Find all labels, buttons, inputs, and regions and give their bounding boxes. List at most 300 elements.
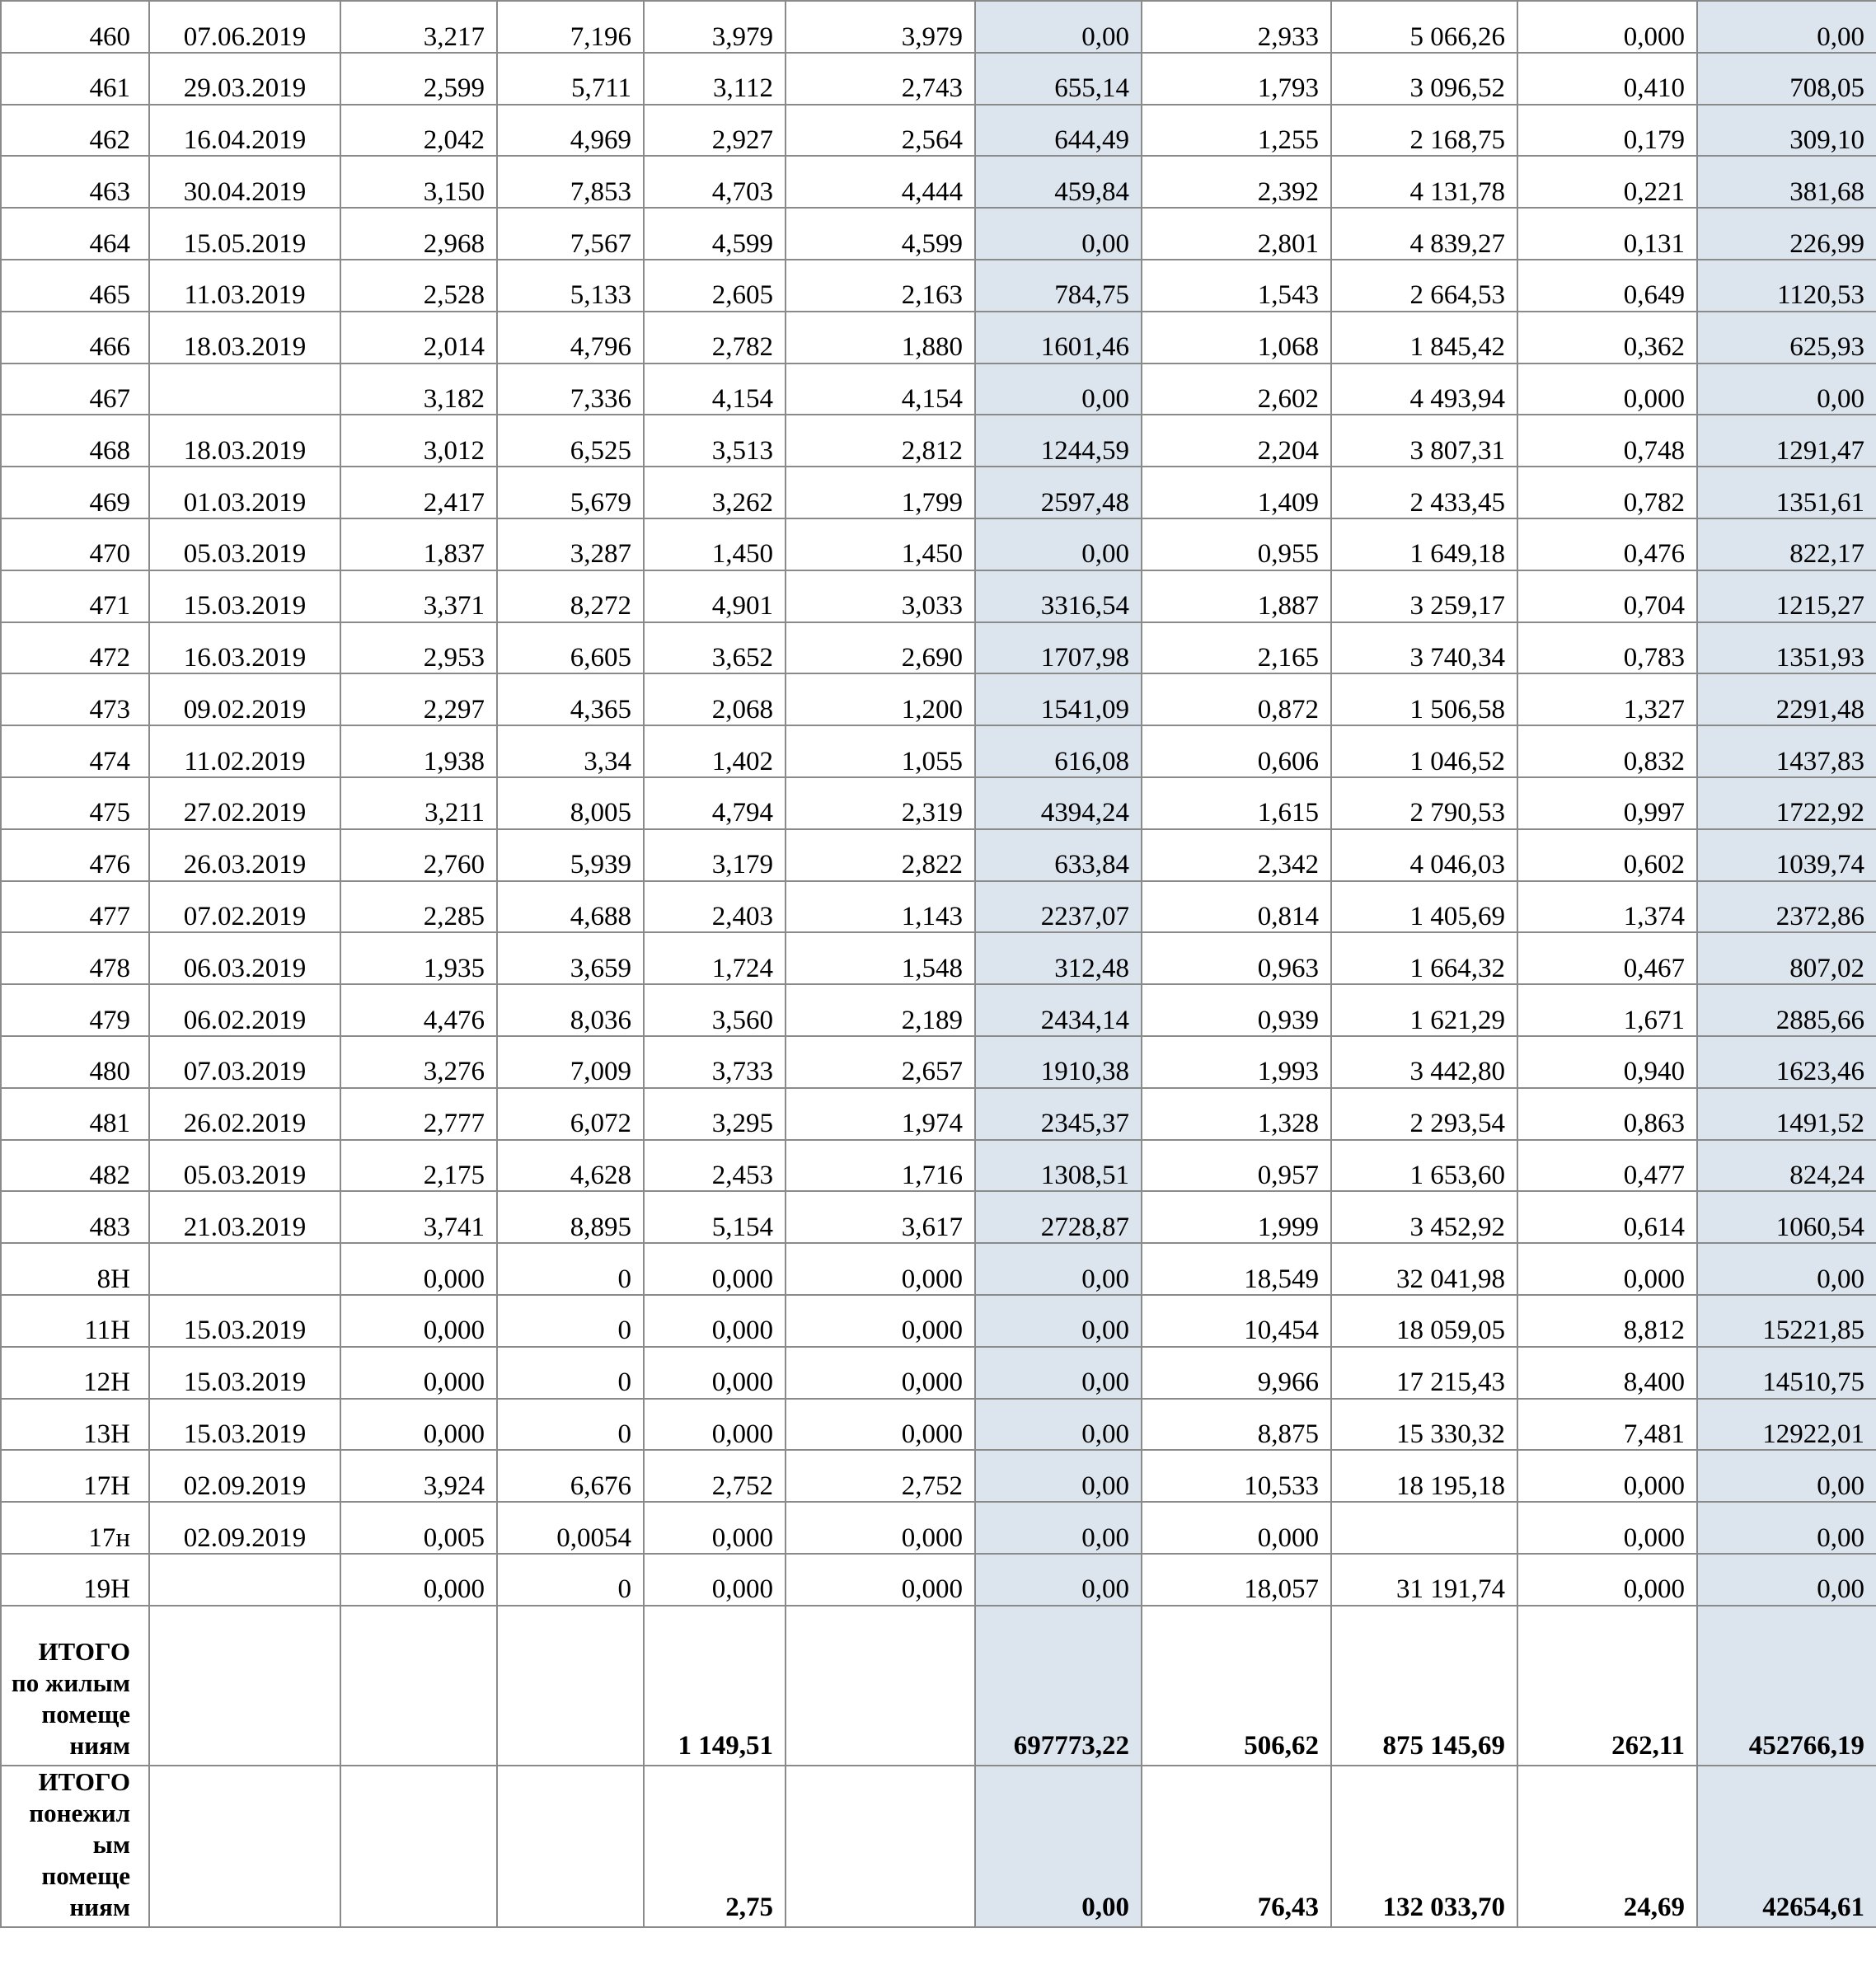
table-cell: 2,760 [340, 829, 497, 881]
table-cell: 18 195,18 [1331, 1450, 1517, 1502]
table-cell: 6,676 [497, 1450, 644, 1502]
table-cell: 1,543 [1142, 260, 1331, 312]
table-cell: 12922,01 [1697, 1399, 1876, 1451]
table-cell: 0,0054 [497, 1502, 644, 1554]
table-cell: 2,297 [340, 673, 497, 725]
table-cell: 0,000 [786, 1243, 975, 1295]
table-cell: 3,513 [644, 415, 786, 467]
table-cell: 312,48 [975, 932, 1142, 984]
table-cell: 5,711 [497, 53, 644, 105]
table-cell: 15.03.2019 [149, 570, 340, 622]
table-cell: 5,679 [497, 467, 644, 518]
table-cell: 01.03.2019 [149, 467, 340, 518]
table-cell: 3,295 [644, 1088, 786, 1140]
table-row [1, 622, 1876, 674]
table-cell: 7,009 [497, 1036, 644, 1088]
total-cell: 132 033,70 [1331, 1766, 1517, 1927]
table-cell: 0,131 [1517, 208, 1697, 260]
table-cell: 2,165 [1142, 622, 1331, 674]
table-cell: 6,605 [497, 622, 644, 674]
table-cell: 4,476 [340, 984, 497, 1036]
table-cell: 1,255 [1142, 105, 1331, 157]
table-cell: 8,400 [1517, 1347, 1697, 1399]
table-cell: 0,000 [786, 1347, 975, 1399]
table-row [1, 984, 1876, 1036]
table-cell: 2,453 [644, 1140, 786, 1192]
table-row [1, 1191, 1876, 1243]
table-cell: 15.03.2019 [149, 1295, 340, 1347]
total-cell: 262,11 [1517, 1606, 1697, 1766]
table-cell: 30.04.2019 [149, 156, 340, 208]
table-cell: 0,602 [1517, 829, 1697, 881]
table-cell: 0,00 [975, 208, 1142, 260]
table-cell: 02.09.2019 [149, 1502, 340, 1554]
table-cell: 1,974 [786, 1088, 975, 1140]
table-cell: 0,000 [340, 1295, 497, 1347]
table-cell: 0,000 [1517, 1450, 1697, 1502]
table-cell: 4,154 [644, 364, 786, 415]
table-cell: 1,615 [1142, 777, 1331, 829]
table-cell: 7,196 [497, 1, 644, 53]
table-cell: 1244,59 [975, 415, 1142, 467]
table-cell: 5 066,26 [1331, 1, 1517, 53]
table-cell: 0,957 [1142, 1140, 1331, 1192]
table-cell: 0,00 [1697, 364, 1876, 415]
table-cell: 1,450 [786, 518, 975, 570]
table-row [1, 1554, 1876, 1606]
table-cell: 7,853 [497, 156, 644, 208]
table-cell: 807,02 [1697, 932, 1876, 984]
table-cell: 1 664,32 [1331, 932, 1517, 984]
table-cell: 1,450 [644, 518, 786, 570]
table-cell: 1,200 [786, 673, 975, 725]
table-cell: 1,993 [1142, 1036, 1331, 1088]
table-cell: 16.03.2019 [149, 622, 340, 674]
table-cell: 3,34 [497, 725, 644, 777]
table-cell: 3,652 [644, 622, 786, 674]
table-cell: 2,189 [786, 984, 975, 1036]
table-cell: 3,276 [340, 1036, 497, 1088]
table-row [1, 881, 1876, 933]
table-cell: 8,036 [497, 984, 644, 1036]
table-cell: 3,287 [497, 518, 644, 570]
table-row [1, 932, 1876, 984]
table-cell: 5,133 [497, 260, 644, 312]
table-cell: 2,342 [1142, 829, 1331, 881]
table-cell: 0,476 [1517, 518, 1697, 570]
table-cell: 3 259,17 [1331, 570, 1517, 622]
table-cell: 0 [497, 1399, 644, 1451]
table-cell: 0,000 [340, 1347, 497, 1399]
table-cell: 2,204 [1142, 415, 1331, 467]
table-row [1, 1295, 1876, 1347]
table-cell: 18.03.2019 [149, 312, 340, 364]
table-cell: 3,560 [644, 984, 786, 1036]
table-cell: 2,042 [340, 105, 497, 157]
table-cell: 466 [1, 312, 149, 364]
table-cell: 07.06.2019 [149, 1, 340, 53]
table-cell: 8,272 [497, 570, 644, 622]
table-cell: 12Н [1, 1347, 149, 1399]
table-cell: 1291,47 [1697, 415, 1876, 467]
table-cell: 1,716 [786, 1140, 975, 1192]
total-cell [786, 1766, 975, 1927]
table-cell: 1,374 [1517, 881, 1697, 933]
table-cell: 465 [1, 260, 149, 312]
table-cell: 0,863 [1517, 1088, 1697, 1140]
table-cell: 0 [497, 1243, 644, 1295]
table-cell: 0,00 [975, 364, 1142, 415]
total-row [1, 1766, 1876, 1927]
table-cell: 4,599 [786, 208, 975, 260]
table-row [1, 1036, 1876, 1088]
table-cell: 2885,66 [1697, 984, 1876, 1036]
table-cell: 2,782 [644, 312, 786, 364]
table-cell: 2 790,53 [1331, 777, 1517, 829]
table-cell: 2,953 [340, 622, 497, 674]
table-row [1, 467, 1876, 518]
table-cell: 8,005 [497, 777, 644, 829]
table-cell: 27.02.2019 [149, 777, 340, 829]
table-cell: 2,392 [1142, 156, 1331, 208]
table-cell: 0,221 [1517, 156, 1697, 208]
table-cell: 2,417 [340, 467, 497, 518]
table-cell: 13Н [1, 1399, 149, 1451]
table-cell: 1,799 [786, 467, 975, 518]
table-cell: 0,005 [340, 1502, 497, 1554]
table-cell: 633,84 [975, 829, 1142, 881]
table-cell: 4,444 [786, 156, 975, 208]
table-cell: 02.09.2019 [149, 1450, 340, 1502]
table-cell: 2291,48 [1697, 673, 1876, 725]
table-cell: 2,657 [786, 1036, 975, 1088]
table-cell: 0,467 [1517, 932, 1697, 984]
table-cell: 2,014 [340, 312, 497, 364]
table-cell: 9,966 [1142, 1347, 1331, 1399]
table-cell: 3,979 [644, 1, 786, 53]
table-cell: 17 215,43 [1331, 1347, 1517, 1399]
table-cell: 824,24 [1697, 1140, 1876, 1192]
table-cell: 4 493,94 [1331, 364, 1517, 415]
table-cell: 2,319 [786, 777, 975, 829]
table-cell: 0,649 [1517, 260, 1697, 312]
table-row [1, 1140, 1876, 1192]
total-cell [149, 1606, 340, 1766]
total-cell [340, 1766, 497, 1927]
table-cell: 8,812 [1517, 1295, 1697, 1347]
table-cell: 1215,27 [1697, 570, 1876, 622]
table-cell: 3 807,31 [1331, 415, 1517, 467]
table-cell: 0,00 [975, 1295, 1142, 1347]
table-cell: 2,175 [340, 1140, 497, 1192]
table-cell: 0,832 [1517, 725, 1697, 777]
table-cell: 4,628 [497, 1140, 644, 1192]
table-cell: 10,454 [1142, 1295, 1331, 1347]
table-cell: 479 [1, 984, 149, 1036]
table-cell: 3,371 [340, 570, 497, 622]
table-cell: 4,154 [786, 364, 975, 415]
table-cell: 0,000 [786, 1295, 975, 1347]
table-cell: 1,793 [1142, 53, 1331, 105]
table-cell: 0,00 [975, 1554, 1142, 1606]
table-cell: 460 [1, 1, 149, 53]
table-cell: 464 [1, 208, 149, 260]
table-cell: 3,733 [644, 1036, 786, 1088]
table-cell: 1,402 [644, 725, 786, 777]
table-cell: 482 [1, 1140, 149, 1192]
table-cell: 4,599 [644, 208, 786, 260]
table-cell: 29.03.2019 [149, 53, 340, 105]
table-cell: 0,00 [975, 1, 1142, 53]
table-cell: 0 [497, 1295, 644, 1347]
table-cell: 2,403 [644, 881, 786, 933]
table-cell: 2,927 [644, 105, 786, 157]
table-cell: 6,525 [497, 415, 644, 467]
table-cell: 459,84 [975, 156, 1142, 208]
table-cell: 7,481 [1517, 1399, 1697, 1451]
total-cell: 0,00 [975, 1766, 1142, 1927]
table-cell [149, 364, 340, 415]
table-row [1, 829, 1876, 881]
table-cell [1331, 1502, 1517, 1554]
table-cell: 2372,86 [1697, 881, 1876, 933]
table-cell: 7,567 [497, 208, 644, 260]
table-cell: 2,690 [786, 622, 975, 674]
table-cell: 2,605 [644, 260, 786, 312]
table-cell: 0,179 [1517, 105, 1697, 157]
table-row [1, 105, 1876, 157]
table-cell: 0,000 [340, 1243, 497, 1295]
table-cell: 1351,61 [1697, 467, 1876, 518]
table-cell: 2,528 [340, 260, 497, 312]
table-cell: 470 [1, 518, 149, 570]
table-cell: 2,599 [340, 53, 497, 105]
table-cell: 31 191,74 [1331, 1554, 1517, 1606]
table-cell [149, 1554, 340, 1606]
table-cell: 1351,93 [1697, 622, 1876, 674]
table-cell: 06.02.2019 [149, 984, 340, 1036]
table-cell: 26.03.2019 [149, 829, 340, 881]
table-cell: 8,875 [1142, 1399, 1331, 1451]
table-cell: 05.03.2019 [149, 518, 340, 570]
table-cell: 06.03.2019 [149, 932, 340, 984]
total-cell [786, 1606, 975, 1766]
table-cell: 1060,54 [1697, 1191, 1876, 1243]
table-cell: 3,150 [340, 156, 497, 208]
table-cell: 0,000 [340, 1554, 497, 1606]
table-cell: 15 330,32 [1331, 1399, 1517, 1451]
table-cell: 4,901 [644, 570, 786, 622]
table-cell: 0,000 [644, 1243, 786, 1295]
table-cell: 4,969 [497, 105, 644, 157]
table-row [1, 1502, 1876, 1554]
table-cell: 0,362 [1517, 312, 1697, 364]
table-cell: 1,938 [340, 725, 497, 777]
total-cell: 2,75 [644, 1766, 786, 1927]
table-cell: 0,940 [1517, 1036, 1697, 1088]
table-cell: 309,10 [1697, 105, 1876, 157]
total-cell: 452766,19 [1697, 1606, 1876, 1766]
table-row [1, 364, 1876, 415]
table-cell: 05.03.2019 [149, 1140, 340, 1192]
table-cell: 655,14 [975, 53, 1142, 105]
table-cell: 708,05 [1697, 53, 1876, 105]
table-cell: 3 442,80 [1331, 1036, 1517, 1088]
table-cell: 1 621,29 [1331, 984, 1517, 1036]
table-row [1, 208, 1876, 260]
table-cell: 5,939 [497, 829, 644, 881]
table-cell: 3,112 [644, 53, 786, 105]
total-label: ИТОГО по жилым помеще ниям [1, 1606, 149, 1766]
table-cell: 11.03.2019 [149, 260, 340, 312]
table-cell: 8,895 [497, 1191, 644, 1243]
table-cell: 3,262 [644, 467, 786, 518]
table-row [1, 570, 1876, 622]
table-cell: 4394,24 [975, 777, 1142, 829]
table-cell: 0,748 [1517, 415, 1697, 467]
table-cell: 18.03.2019 [149, 415, 340, 467]
table-cell: 1,887 [1142, 570, 1331, 622]
table-cell: 0,00 [1697, 1554, 1876, 1606]
table-cell: 0,00 [1697, 1, 1876, 53]
table-cell: 26.02.2019 [149, 1088, 340, 1140]
table-cell: 15.03.2019 [149, 1347, 340, 1399]
table-cell: 21.03.2019 [149, 1191, 340, 1243]
table-row [1, 1243, 1876, 1295]
total-cell: 1 149,51 [644, 1606, 786, 1766]
table-cell: 477 [1, 881, 149, 933]
table-cell: 381,68 [1697, 156, 1876, 208]
table-cell: 3,924 [340, 1450, 497, 1502]
table-cell: 461 [1, 53, 149, 105]
table-cell: 1 506,58 [1331, 673, 1517, 725]
table-cell: 1,327 [1517, 673, 1697, 725]
table-cell: 7,336 [497, 364, 644, 415]
table-row [1, 673, 1876, 725]
table-cell: 3 452,92 [1331, 1191, 1517, 1243]
table-cell: 0,000 [644, 1295, 786, 1347]
table-cell: 1623,46 [1697, 1036, 1876, 1088]
table-cell: 0,000 [644, 1399, 786, 1451]
table-cell: 4 839,27 [1331, 208, 1517, 260]
table-cell: 4,794 [644, 777, 786, 829]
table-cell: 2,812 [786, 415, 975, 467]
table-cell: 1 405,69 [1331, 881, 1517, 933]
table-cell: 4,688 [497, 881, 644, 933]
table-cell: 1,837 [340, 518, 497, 570]
table-cell: 0,872 [1142, 673, 1331, 725]
table-cell: 468 [1, 415, 149, 467]
table-cell: 3,211 [340, 777, 497, 829]
table-cell: 1 653,60 [1331, 1140, 1517, 1192]
table-cell: 1,055 [786, 725, 975, 777]
table-cell: 0,000 [786, 1502, 975, 1554]
table-cell: 2,777 [340, 1088, 497, 1140]
total-cell [497, 1606, 644, 1766]
table-cell: 32 041,98 [1331, 1243, 1517, 1295]
table-cell: 1,880 [786, 312, 975, 364]
table-cell: 0,00 [975, 518, 1142, 570]
table-cell: 0,000 [1517, 1502, 1697, 1554]
table-cell: 1,671 [1517, 984, 1697, 1036]
table-cell: 18 059,05 [1331, 1295, 1517, 1347]
table-cell: 462 [1, 105, 149, 157]
table-cell: 3,182 [340, 364, 497, 415]
table-cell: 2728,87 [975, 1191, 1142, 1243]
table-cell: 0,477 [1517, 1140, 1697, 1192]
table-row [1, 1399, 1876, 1451]
table-cell: 1491,52 [1697, 1088, 1876, 1140]
table-cell: 478 [1, 932, 149, 984]
table-cell: 17Н [1, 1450, 149, 1502]
table-row [1, 1, 1876, 53]
table-cell: 2,801 [1142, 208, 1331, 260]
table-row [1, 518, 1876, 570]
table-cell: 0,000 [1142, 1502, 1331, 1554]
table-cell: 469 [1, 467, 149, 518]
table-cell: 480 [1, 1036, 149, 1088]
total-cell: 76,43 [1142, 1766, 1331, 1927]
table-cell: 15.03.2019 [149, 1399, 340, 1451]
table-cell: 17н [1, 1502, 149, 1554]
table-cell: 2597,48 [975, 467, 1142, 518]
table-cell: 2 168,75 [1331, 105, 1517, 157]
table-cell: 09.02.2019 [149, 673, 340, 725]
table-cell: 15221,85 [1697, 1295, 1876, 1347]
table-cell: 2,933 [1142, 1, 1331, 53]
table-cell: 2,743 [786, 53, 975, 105]
table-cell: 2,968 [340, 208, 497, 260]
table-cell: 18,549 [1142, 1243, 1331, 1295]
table-cell: 1039,74 [1697, 829, 1876, 881]
table-cell: 0,000 [340, 1399, 497, 1451]
table-cell: 0,00 [1697, 1243, 1876, 1295]
table-cell: 0,000 [1517, 1, 1697, 53]
table-cell: 473 [1, 673, 149, 725]
table-cell: 2 293,54 [1331, 1088, 1517, 1140]
table-cell: 3,659 [497, 932, 644, 984]
table-cell: 0,783 [1517, 622, 1697, 674]
total-label: ИТОГО понежил ым помеще ниям [1, 1766, 149, 1927]
table-cell: 5,154 [644, 1191, 786, 1243]
table-cell: 3 740,34 [1331, 622, 1517, 674]
total-cell [340, 1606, 497, 1766]
table-cell: 0,963 [1142, 932, 1331, 984]
table-cell: 07.02.2019 [149, 881, 340, 933]
table-cell: 472 [1, 622, 149, 674]
table-cell: 0,606 [1142, 725, 1331, 777]
table-cell: 1601,46 [975, 312, 1142, 364]
table-cell: 16.04.2019 [149, 105, 340, 157]
table-cell: 3,979 [786, 1, 975, 53]
table-cell: 644,49 [975, 105, 1142, 157]
table-cell: 0,00 [975, 1450, 1142, 1502]
total-row [1, 1606, 1876, 1766]
table-cell: 0,00 [1697, 1450, 1876, 1502]
table-cell: 474 [1, 725, 149, 777]
table-cell: 1,409 [1142, 467, 1331, 518]
table-cell: 2,285 [340, 881, 497, 933]
table-cell: 3,617 [786, 1191, 975, 1243]
table-cell: 0,704 [1517, 570, 1697, 622]
table-cell: 3,012 [340, 415, 497, 467]
table-cell: 0,000 [1517, 364, 1697, 415]
table-cell: 1308,51 [975, 1140, 1142, 1192]
table-cell: 1120,53 [1697, 260, 1876, 312]
table-cell: 0,410 [1517, 53, 1697, 105]
table-row [1, 53, 1876, 105]
table-cell: 0,939 [1142, 984, 1331, 1036]
